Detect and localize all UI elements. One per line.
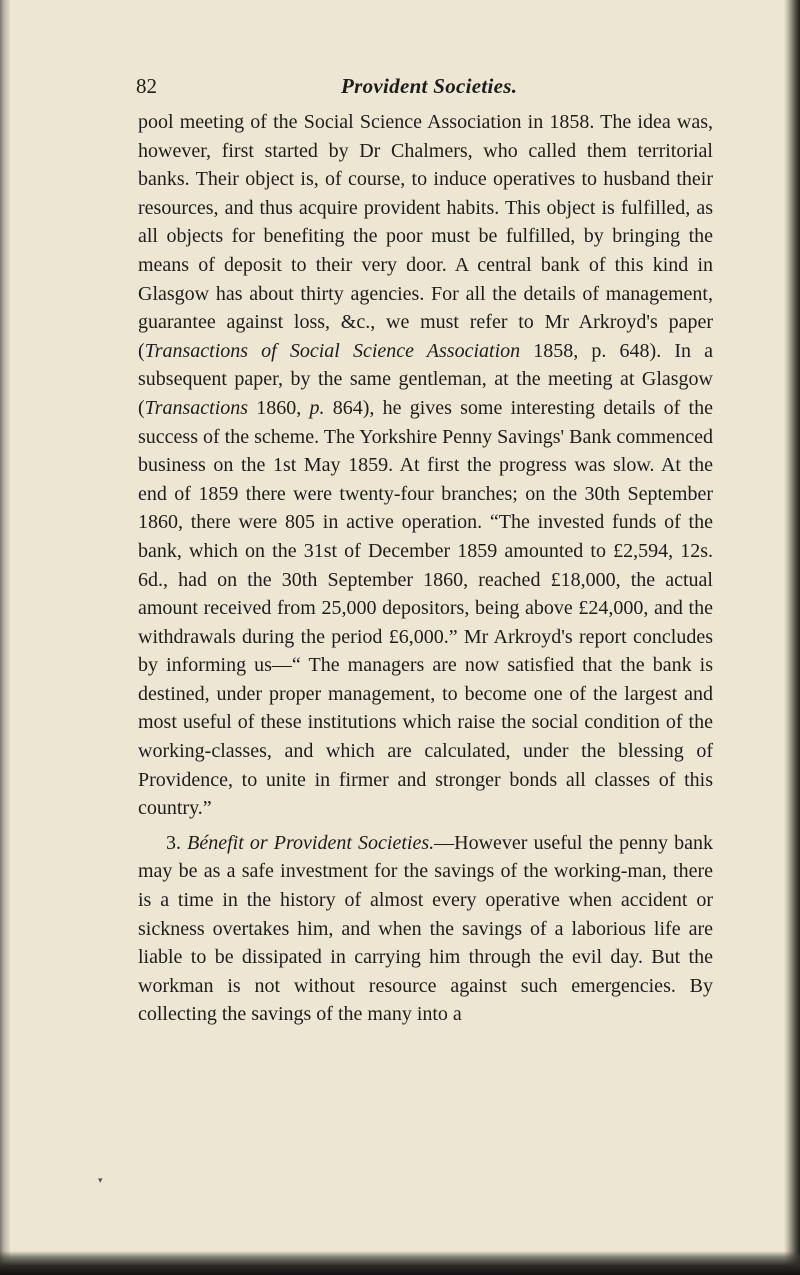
paragraph-text: pool meeting of the Social Science Association in 1858. The idea was, however, first started by Dr Chalmers, who called them territorial banks. Their object is, of course, to induce operatives to husband their resources, and thus acquire provident habits. This object is fulfilled, as all objects for benefiting the poor must be fulfilled, by bringing the means of deposit to their very door. A central bank of this kind in Glasgow has about thirty agencies. For all the details of management, guarantee against loss, &c., we must refer to Mr Arkroyd's paper ( bbox=[138, 111, 713, 362]
section-number: 3. bbox=[166, 831, 181, 854]
left-page-edge bbox=[0, 0, 10, 1275]
stray-mark: ▾ bbox=[98, 1176, 103, 1186]
paragraph-penny-banks bbox=[138, 108, 713, 823]
citation-title: Transactions of Social Science Association bbox=[144, 339, 521, 362]
section-heading: Bénefit or Provident Societies. bbox=[187, 831, 435, 854]
paragraph-text: 864), he gives some interesting details of the success of the scheme. The Yorkshire Penny Savings' Bank commenced business on the 1st May 1859. At first the progress was slow. At the end of 1859 there were twenty-four branches; on the 30th September 1860, there were 805 in active operation. “The invested funds of the bank, which on the 31st of December 1859 amounted to £2,594, 12s. 6d., had on the 30th September 1860, reached £18,000, the actual amount received from 25,000 depositors, being above £24,000, and the withdrawals during the period £6,000.” Mr Arkroyd's report concludes by informing us—“ The managers are now satisfied that the bank is destined, under proper management, to become one of the largest and most useful of these institutions which raise the social condition of the working-classes, and which are calculated, under the blessing of Providence, to unite in firmer and stronger bonds all classes of this country.” bbox=[138, 396, 713, 820]
citation-page-abbrev: p. bbox=[309, 396, 325, 419]
citation-title: Transactions bbox=[144, 396, 249, 419]
paragraph-text: 1858, p. 648). In a subsequent paper, by the same gentleman, at the meeting at Glasgow ( bbox=[138, 339, 713, 419]
page-content bbox=[108, 74, 792, 1029]
page-number: 82 bbox=[136, 74, 157, 98]
running-title: Provident Societies. bbox=[341, 74, 518, 98]
paragraph-benefit-societies bbox=[138, 829, 713, 1029]
bottom-page-edge bbox=[0, 1251, 800, 1275]
running-head bbox=[108, 74, 792, 108]
paragraph-text: 1860, bbox=[248, 396, 310, 419]
paragraph-text: —However useful the penny bank may be as a safe investment for the savings of the working-man, there is a time in the history of almost every operative when accident or sickness overtakes him, and when the savings of a laborious life are liable to be dissipated in carrying him through the evil day. But the workman is not without resource against such emergencies. By collecting the savings of the many into a bbox=[138, 831, 713, 1026]
